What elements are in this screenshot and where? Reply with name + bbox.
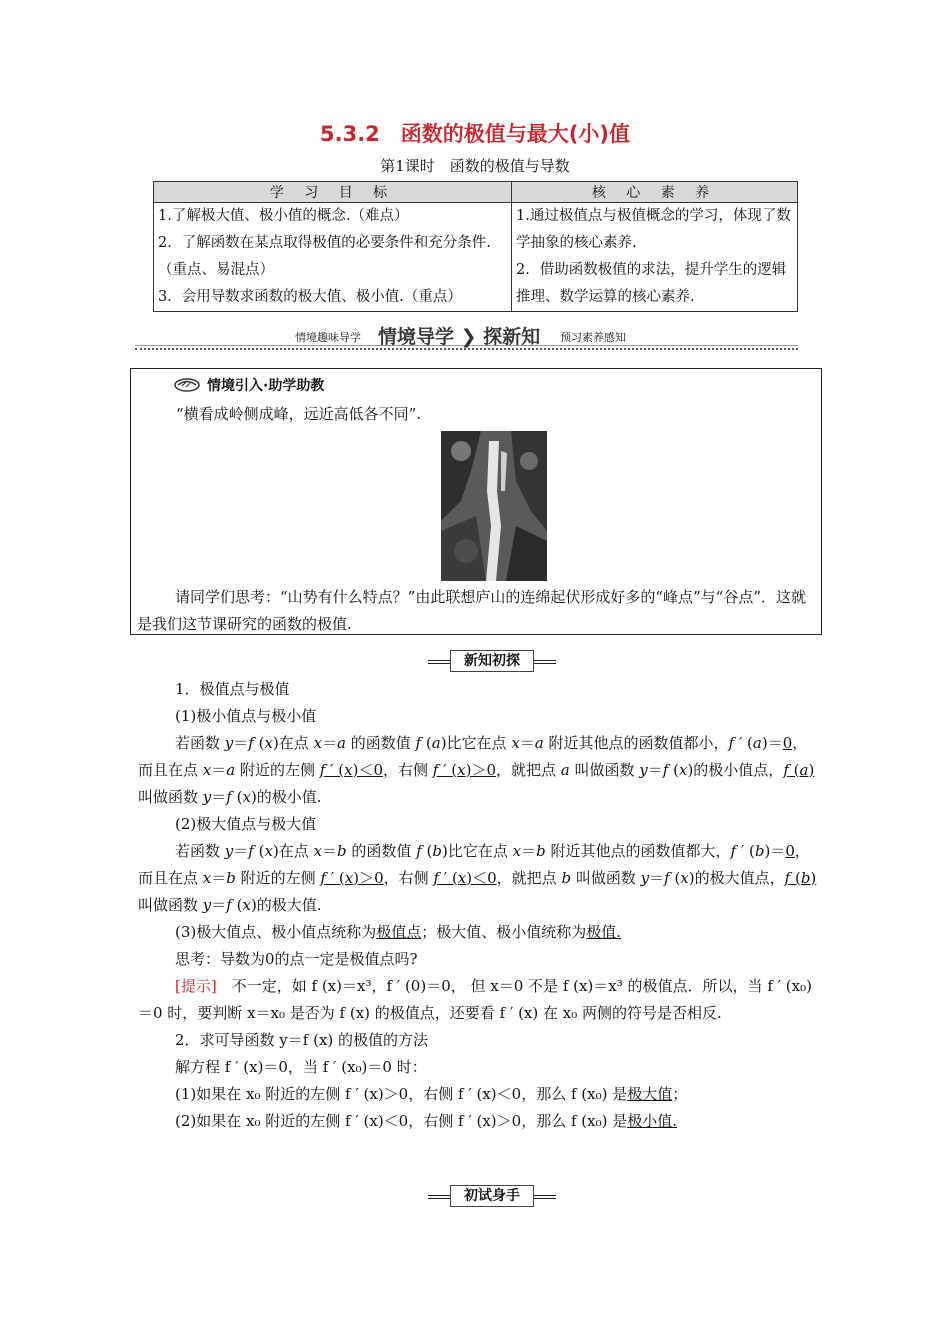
waterfall-photo (441, 431, 547, 581)
hint-text: 不一定，如 f (x)＝x³，f ′ (0)＝0， 但 x＝0 不是 f (x)＝x³ 的极值点．所以，当 f ′ (x₀)＝0 时，要判断 x＝x₀ 是否为 f (x) 的极值点，还要看 f ′ (x) 在 x₀ 两侧的符号是否相反. (138, 977, 812, 1022)
heading-2: 2．求可导函数 y＝f (x) 的极值的方法 (175, 1031, 429, 1049)
section-tag-try-label: 初试身手 (450, 1185, 534, 1207)
min-paragraph: 若函数 y＝f (x)在点 x＝a 的函数值 f (a)比它在点 x＝a 附近其他点的函数值都小，f ′ (a)＝0，而且在点 x＝a 附近的左侧 f ′ (x)＜0，右侧 f ′ (x)＞0，就把点 a 叫做函数 y＝f (x)的极小值点，f (a)叫做函数 y＝f (x)的极小值. (138, 734, 815, 806)
hint-paragraph (138, 973, 818, 1027)
goals-right-cell (512, 203, 798, 312)
banner-main-label: 情境导学 ❯ 探新知 (378, 326, 541, 348)
think-question: 思考：导数为0的点一定是极值点吗? (175, 950, 418, 968)
term-extreme-value: 极值. (586, 923, 622, 941)
lesson-subtitle: 第1课时 函数的极值与导数 (380, 157, 570, 175)
hint-label: [提示] (175, 977, 217, 995)
definition-paragraph: (3)极大值点、极小值点统称为极值点；极大值、极小值统称为极值. (175, 923, 622, 941)
banner-left-label: 情境趣味导学 (295, 331, 361, 344)
goal-item: 3．会用导数求函数的极大值、极小值.（重点） (158, 289, 462, 305)
intro-heading: 情境引入·助学助教 (207, 378, 325, 394)
goal-item: 2．了解函数在某点取得极值的必要条件和充分条件.（重点、易混点） (158, 235, 491, 278)
method-case-1: (1)如果在 x₀ 附近的左侧 f ′ (x)＞0，右侧 f ′ (x)＜0，那么 f (x₀) 是极大值； (175, 1085, 688, 1103)
max-paragraph: 若函数 y＝f (x)在点 x＝b 的函数值 f (b)比它在点 x＝b 附近其他点的函数值都大，f ′ (b)＝0，而且在点 x＝b 附近的左侧 f ′ (x)＞0，右侧 f ′ (x)＜0，就把点 b 叫做函数 y＝f (x)的极大值点，f (b)叫做函数 y＝f (x)的极大值. (138, 842, 817, 914)
heading-1a: (1)极小值点与极小值 (175, 707, 317, 725)
intro-poem: “横看成岭侧成峰，远近高低各不同”. (176, 405, 422, 423)
handshake-icon (173, 377, 201, 393)
goals-left-cell (154, 203, 512, 312)
section-banner (135, 322, 798, 350)
literacy-item: 1.通过极值点与极值概念的学习，体现了数学抽象的核心素养. (516, 208, 791, 251)
term-extreme-point: 极值点 (376, 923, 422, 941)
heading-1: 1．极值点与极值 (175, 680, 290, 698)
section-tag-try (428, 1185, 556, 1207)
goal-item: 1.了解极大值、极小值的概念.（难点） (158, 208, 409, 224)
heading-1b: (2)极大值点与极大值 (175, 815, 317, 833)
banner-right-label: 预习素养感知 (560, 331, 626, 344)
goals-header-right: 核 心 素 养 (512, 182, 798, 203)
intro-paragraph: 请同学们思考：“山势有什么特点？”由此联想庐山的连绵起伏形成好多的“峰点”与“谷点”．这就是我们这节课研究的函数的极值. (137, 588, 807, 633)
intro-box (130, 368, 822, 635)
literacy-item: 2．借助函数极值的求法，提升学生的逻辑推理、数学运算的核心素养. (516, 262, 787, 305)
method-intro: 解方程 f ′ (x)＝0，当 f ′ (x₀)＝0 时： (175, 1058, 427, 1076)
content-body (138, 676, 818, 1135)
method-case-2: (2)如果在 x₀ 附近的左侧 f ′ (x)＜0，右侧 f ′ (x)＞0，那么 f (x₀) 是极小值. (175, 1112, 678, 1130)
section-tag-new (428, 650, 556, 672)
goals-table (153, 181, 798, 312)
goals-header-left: 学 习 目 标 (154, 182, 512, 203)
page-title: 5.3.2 函数的极值与最大(小)值 (320, 122, 630, 146)
section-tag-new-label: 新知初探 (450, 650, 534, 672)
